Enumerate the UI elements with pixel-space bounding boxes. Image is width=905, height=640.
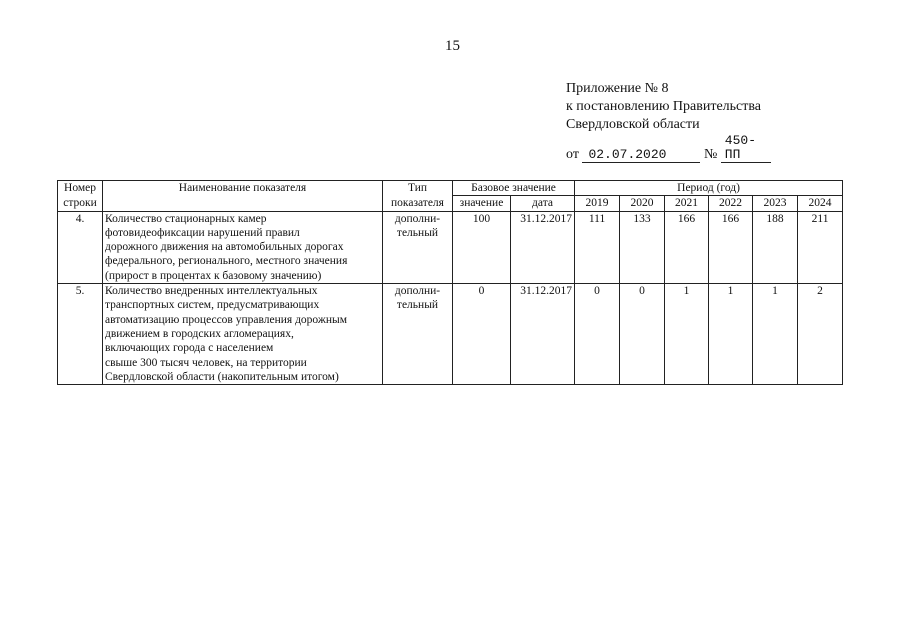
appendix-block <box>566 80 771 164</box>
base-date: 31.12.2017 <box>511 284 575 385</box>
table-row <box>58 284 843 385</box>
indicator-name-line: автоматизацию процессов управления дорожным <box>105 313 347 326</box>
indicator-type <box>383 211 453 283</box>
indicator-name-line: Количество стационарных камер <box>105 212 267 225</box>
indicator-name-line: свыше 300 тысяч человек, на территории <box>105 356 307 369</box>
table-row <box>58 211 843 283</box>
period-value: 111 <box>575 211 620 283</box>
row-number: 5. <box>58 284 103 385</box>
base-value: 100 <box>453 211 511 283</box>
appendix-date-line <box>566 134 771 164</box>
appendix-line-resolution: к постановлению Правительства <box>566 99 762 114</box>
indicator-name-line: включающих города с населением <box>105 342 274 355</box>
resolution-number: 450-ПП <box>721 134 771 163</box>
header-row-top <box>58 181 843 196</box>
base-value: 0 <box>453 284 511 385</box>
period-value: 1 <box>753 284 798 385</box>
base-date: 31.12.2017 <box>511 211 575 283</box>
header-indicator-name: Наименование показателя <box>103 181 383 212</box>
indicators-table <box>57 180 843 385</box>
header-year: 2022 <box>709 196 753 211</box>
indicator-name-line: федерального, регионального, местного значения <box>105 255 348 268</box>
header-base-group: Базовое значение <box>453 181 575 196</box>
indicator-type-line: тельный <box>396 299 439 312</box>
period-value: 211 <box>798 211 843 283</box>
period-value: 0 <box>620 284 665 385</box>
indicator-name-line: Свердловской области (накопительным итогом) <box>105 370 339 383</box>
indicator-name-line: (прирост в процентах к базовому значению) <box>105 269 322 282</box>
indicator-name <box>103 284 383 385</box>
period-value: 1 <box>709 284 753 385</box>
resolution-date: 02.07.2020 <box>582 148 700 163</box>
indicator-type-line: дополни- <box>394 285 441 298</box>
header-type-sub: показателя <box>383 196 453 211</box>
indicator-name-line: фотовидеофиксации нарушений правил <box>105 226 300 239</box>
indicator-name-line: транспортных систем, предусматривающих <box>105 299 320 312</box>
period-value: 2 <box>798 284 843 385</box>
period-value: 133 <box>620 211 665 283</box>
header-year: 2020 <box>620 196 665 211</box>
header-year: 2019 <box>575 196 620 211</box>
period-value: 166 <box>665 211 709 283</box>
header-row-number-sub: строки <box>58 196 103 211</box>
header-base-date: дата <box>511 196 575 211</box>
period-value: 1 <box>665 284 709 385</box>
indicator-type-line: тельный <box>396 226 439 239</box>
appendix-line-region: Свердловской области <box>566 117 700 132</box>
number-prefix: № <box>703 147 718 162</box>
period-value: 188 <box>753 211 798 283</box>
indicator-name-line: дорожного движения на автомобильных дорогах <box>105 241 344 254</box>
date-prefix: от <box>566 147 579 162</box>
period-value: 166 <box>709 211 753 283</box>
indicator-name-line: движением в городских агломерациях, <box>105 327 294 340</box>
header-year: 2024 <box>798 196 843 211</box>
header-year: 2023 <box>753 196 798 211</box>
header-base-value: значение <box>453 196 511 211</box>
header-row-number: Номер <box>58 181 103 196</box>
appendix-title: Приложение № 8 <box>566 81 669 96</box>
indicator-name-line: Количество внедренных интеллектуальных <box>105 285 318 298</box>
page-number: 15 <box>445 38 460 54</box>
indicator-name <box>103 211 383 283</box>
row-number: 4. <box>58 211 103 283</box>
indicator-type-line: дополни- <box>394 212 441 225</box>
header-type: Тип <box>383 181 453 196</box>
header-period-group: Период (год) <box>575 181 843 196</box>
period-value: 0 <box>575 284 620 385</box>
indicator-type <box>383 284 453 385</box>
header-year: 2021 <box>665 196 709 211</box>
